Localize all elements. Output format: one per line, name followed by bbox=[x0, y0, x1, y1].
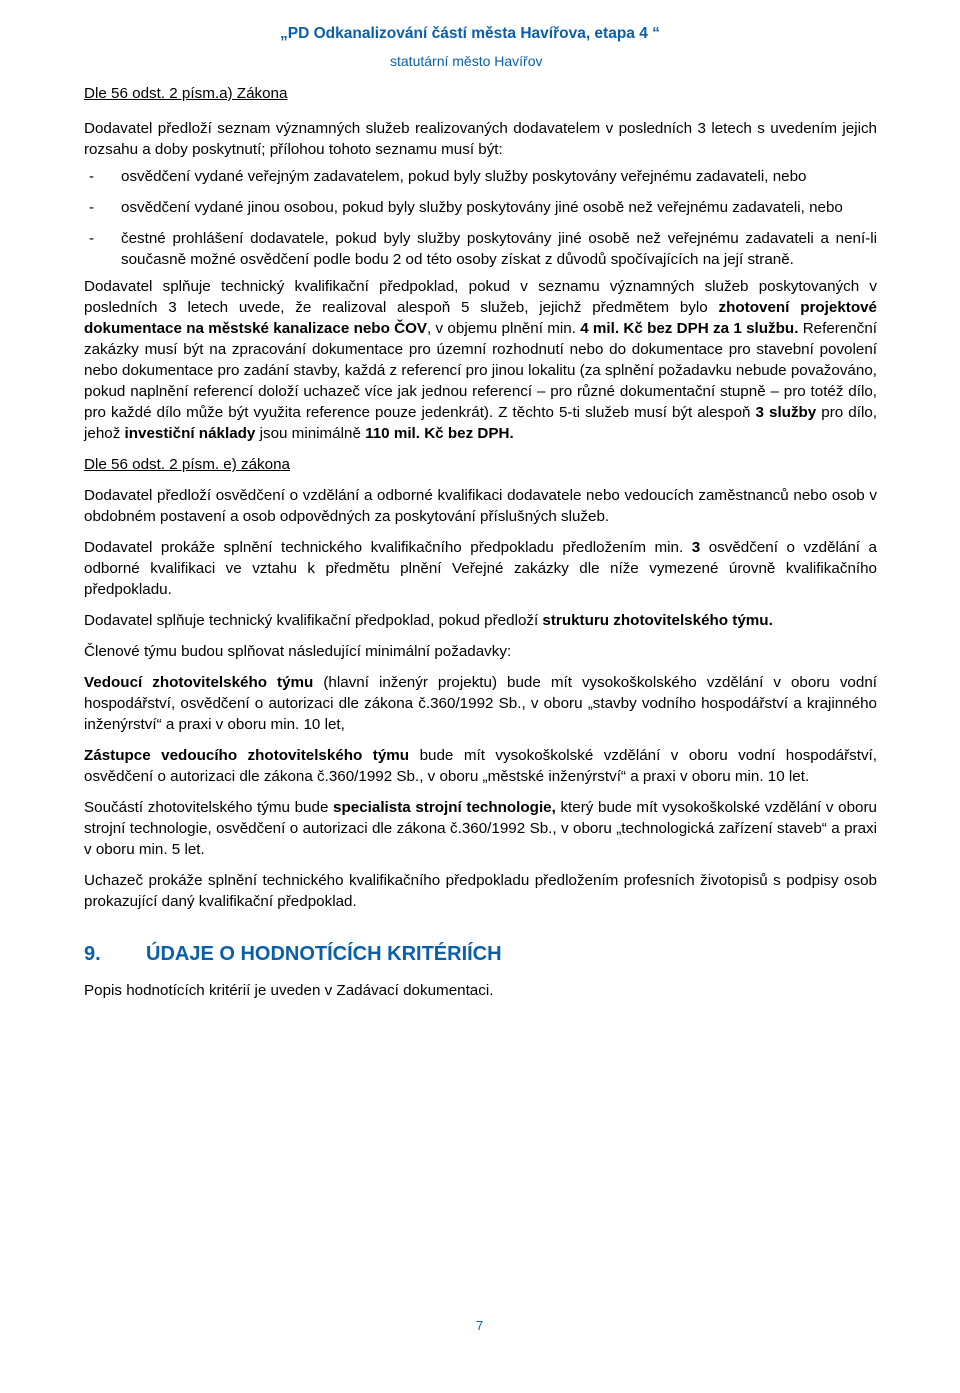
qualification-paragraph: Dodavatel předloží osvědčení o vzdělání a odborné kvalifikaci dodavatele nebo vedoucích zaměstnanců nebo osob v obdobném postavení a osob odpovědných za poskytování příslušných služeb. bbox=[84, 487, 877, 525]
section-a-heading: Dle 56 odst. 2 písm.a) Zákona bbox=[84, 85, 288, 102]
page-number: 7 bbox=[476, 1318, 484, 1333]
specialist-paragraph: Součástí zhotovitelského týmu bude specialista strojní technologie, který bude mít vysokoškolské vzdělání v oboru strojní technologie, osvědčení o autorizaci dle zákona č.360/1992 Sb., v oboru „technologická zařízení staveb“ a praxi v oboru min. 5 let. bbox=[84, 799, 877, 858]
team-requirements-intro: Členové týmu budou splňovat následující minimální požadavky: bbox=[84, 643, 512, 660]
evidence-list bbox=[84, 166, 877, 270]
header-title: „PD Odkanalizování částí města Havířova, etapa 4 “ bbox=[280, 25, 660, 42]
section-9-number: 9. bbox=[84, 943, 101, 965]
list-item: - čestné prohlášení dodavatele, pokud byly služby poskytovány jiné osobě než veřejnému zadavateli a není-li současně možné osvědčení podle bodu 2 od této osoby získat z důvodů spočívajících na její straně. bbox=[84, 228, 877, 270]
section-e-heading: Dle 56 odst. 2 písm. e) zákona bbox=[84, 456, 290, 473]
list-item: - osvědčení vydané veřejným zadavatelem, pokud byly služby poskytovány veřejnému zadavateli, nebo bbox=[84, 166, 877, 187]
document-body bbox=[84, 83, 877, 1011]
section-9-heading bbox=[84, 940, 877, 968]
header-subtitle: statutární město Havířov bbox=[390, 53, 543, 69]
team-structure-paragraph: Dodavatel splňuje technický kvalifikační předpoklad, pokud předloží strukturu zhotovitelského týmu. bbox=[84, 612, 773, 629]
certificates-paragraph: Dodavatel prokáže splnění technického kvalifikačního předpokladu předložením min. 3 osvědčení o vzdělání a odborné kvalifikaci ve vztahu k předmětu plnění Veřejné zakázky dle níže vymezené úrovně kvalifikačního předpokladu. bbox=[84, 539, 877, 598]
section-a-intro: Dodavatel předloží seznam významných služeb realizovaných dodavatelem v posledních 3 letech s uvedením jejich rozsahu a doby poskytnutí; přílohou tohoto seznamu musí být: bbox=[84, 120, 877, 158]
section-9-title: ÚDAJE O HODNOTÍCÍCH KRITÉRIÍCH bbox=[146, 943, 502, 965]
team-leader-paragraph: Vedoucí zhotovitelského týmu (hlavní inženýr projektu) bude mít vysokoškolského vzdělání v oboru vodní hospodářství, osvědčení o autorizaci dle zákona č.360/1992 Sb., v oboru „stavby vodního hospodářství a krajinného inženýrství“ a praxi v oboru min. 10 let, bbox=[84, 674, 877, 733]
section-9-text: Popis hodnotících kritérií je uveden v Zadávací dokumentaci. bbox=[84, 982, 494, 999]
deputy-leader-paragraph: Zástupce vedoucího zhotovitelského týmu bude mít vysokoškolské vzdělání v oboru vodní hospodářství, osvědčení o autorizaci dle zákona č.360/1992 Sb., v oboru „městské inženýrství“ a praxi v oboru min. 10 let. bbox=[84, 747, 877, 785]
cv-paragraph: Uchazeč prokáže splnění technického kvalifikačního předpokladu předložením profesních životopisů s podpisy osob prokazující daný kvalifikační předpoklad. bbox=[84, 872, 877, 910]
list-item: - osvědčení vydané jinou osobou, pokud byly služby poskytovány jiné osobě než veřejnému zadavateli, nebo bbox=[84, 197, 877, 218]
services-requirement-paragraph: Dodavatel splňuje technický kvalifikační předpoklad, pokud v seznamu významných služeb poskytovaných v posledních 3 letech uvede, že realizoval alespoň 5 služeb, jejichž předmětem bylo zhotovení projektové dokumentace na městské kanalizace nebo ČOV, v objemu plnění min. 4 mil. Kč bez DPH za 1 službu. Referenční zakázky musí být na zpracování dokumentace pro územní rozhodnutí nebo do dokumentace pro stavební povolení nebo dokumentace pro zadání stavby, každá z referencí pro jinou lokalitu (za splnění požadavku nebude považováno, pokud naplnění referencí doloží uchazeč více jak jednou referencí – pro různé dokumentační stupně – pro totéž dílo, pro každé dílo může být využita reference pouze jedenkrát). Z těchto 5-ti služeb musí být alespoň 3 služby pro dílo, jehož investiční náklady jsou minimálně 110 mil. Kč bez DPH. bbox=[84, 278, 878, 442]
